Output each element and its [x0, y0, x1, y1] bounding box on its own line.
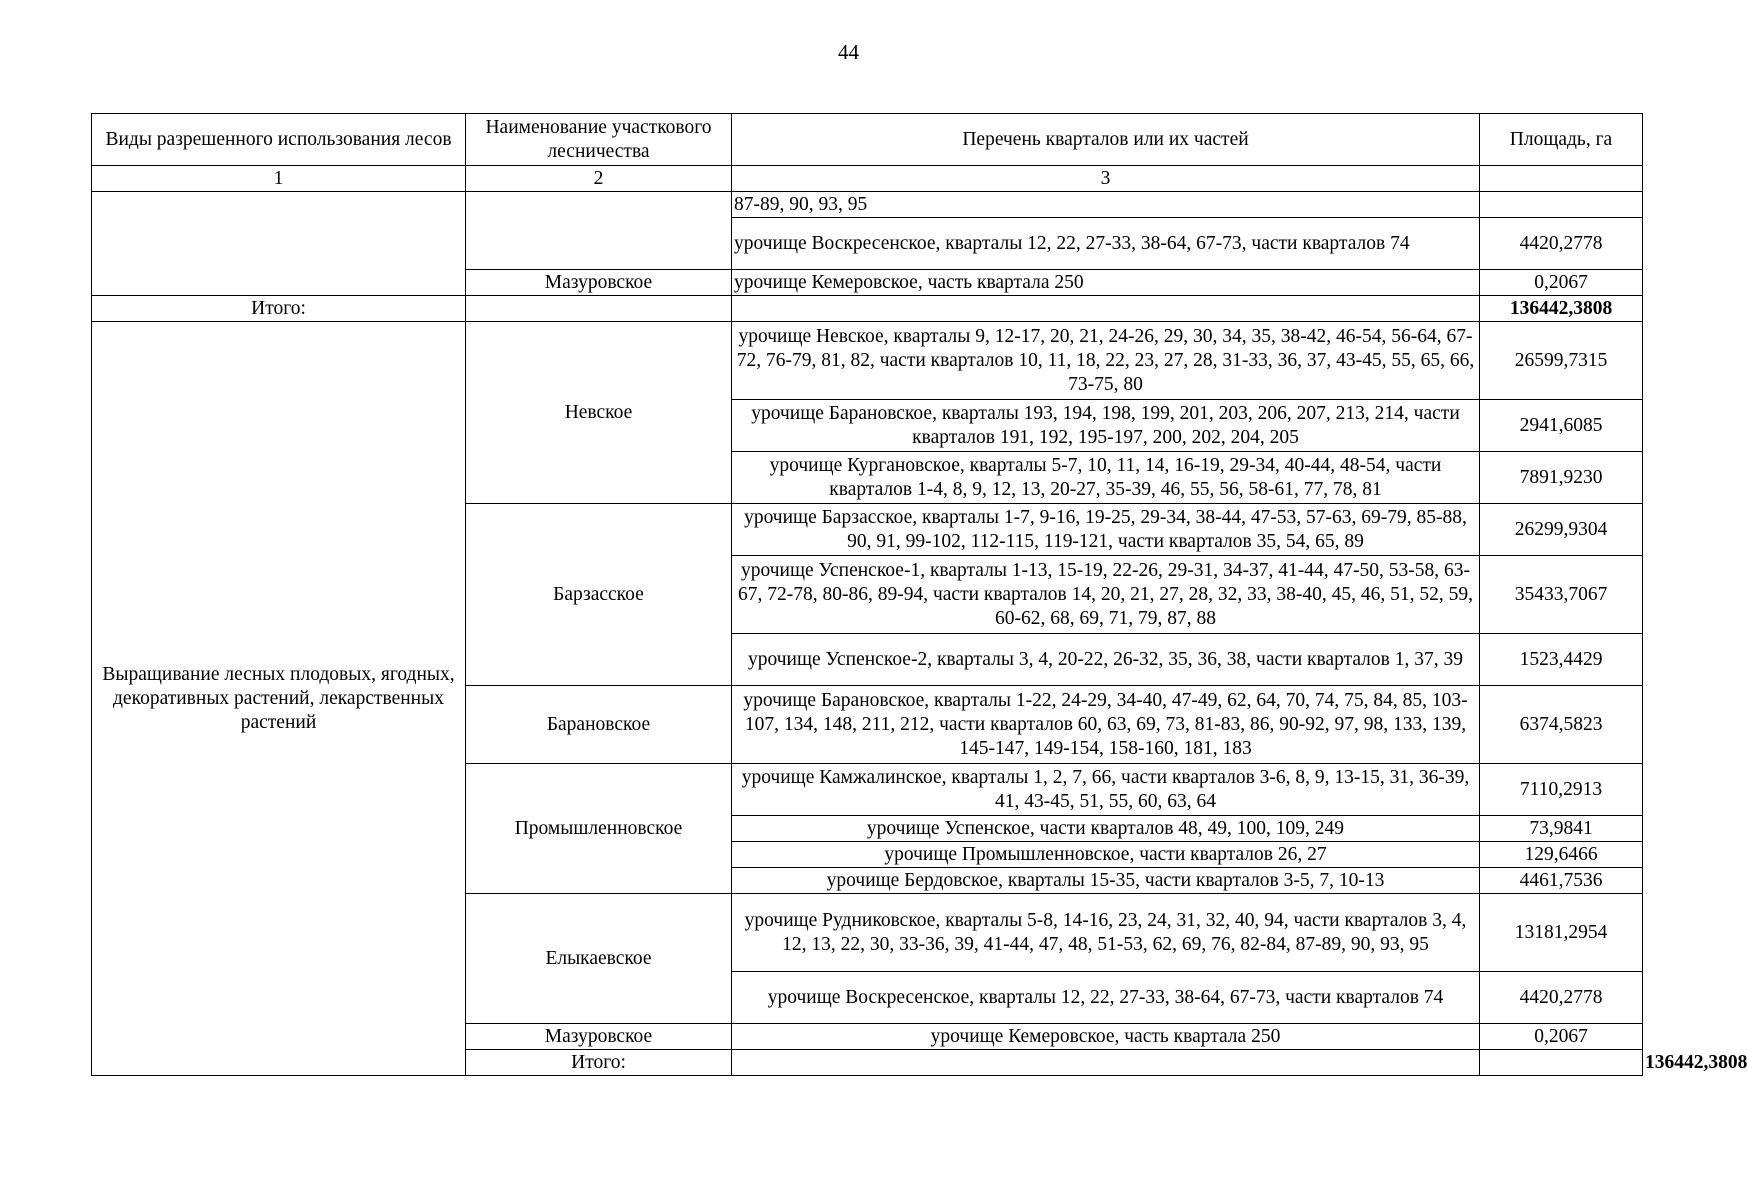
header-quarters: Перечень кварталов или их частей	[732, 114, 1480, 166]
quarters-cell: урочище Барзасское, кварталы 1-7, 9-16, 19-25, 29-34, 38-44, 47-53, 57-63, 69-79, 85-88, 90, 91, 99-102, 112-115, 119-121, части кварталов 35, 54, 65, 89	[732, 504, 1480, 556]
quarters-cell: урочище Кемеровское, часть квартала 250	[732, 1024, 1480, 1050]
header-forestry: Наименование участкового лесничества	[466, 114, 732, 166]
forestry-cell: Мазуровское	[466, 270, 732, 296]
forestry-cell: Невское	[466, 322, 732, 504]
area-cell: 0,2067	[1480, 270, 1643, 296]
forestry-cell: Елыкаевское	[466, 894, 732, 1024]
area-cell: 0,2067	[1480, 1024, 1643, 1050]
header-num-4	[1480, 166, 1643, 192]
area-cell: 4420,2778	[1480, 972, 1643, 1024]
quarters-cell: урочище Невское, кварталы 9, 12-17, 20, 21, 24-26, 29, 30, 34, 35, 38-42, 46-54, 56-64, 67-72, 76-79, 81, 82, части кварталов 10, 11, 18, 22, 23, 27, 28, 31-33, 36, 37, 43-45, 55, 65, 66, 73-75, 80	[732, 322, 1480, 400]
header-area: Площадь, га	[1480, 114, 1643, 166]
header-number-row	[92, 166, 1643, 192]
header-num-2: 2	[466, 166, 732, 192]
forestry-cell: Барзасское	[466, 504, 732, 686]
area-cell: 4420,2778	[1480, 218, 1643, 270]
forestry-cell: Барановское	[466, 686, 732, 764]
area-cell: 13181,2954	[1480, 894, 1643, 972]
area-cell: 26299,9304	[1480, 504, 1643, 556]
quarters-cell: урочище Камжалинское, кварталы 1, 2, 7, 66, части кварталов 3-6, 8, 9, 13-15, 31, 36-39, 41, 43-45, 51, 55, 60, 63, 64	[732, 764, 1480, 816]
quarters-cell: урочище Успенское, части кварталов 48, 49, 100, 109, 249	[732, 816, 1480, 842]
area-cell: 26599,7315	[1480, 322, 1643, 400]
quarters-cell: урочище Рудниковское, кварталы 5-8, 14-16, 23, 24, 31, 32, 40, 94, части кварталов 3, 4, 12, 13, 22, 30, 33-36, 39, 41-44, 47, 48, 51-53, 62, 69, 76, 82-84, 87-89, 90, 93, 95	[732, 894, 1480, 972]
quarters-cell: урочище Промышленновское, части кварталов 26, 27	[732, 842, 1480, 868]
total-label: Итого:	[466, 1050, 732, 1076]
forestry-cell: Промышленновское	[466, 764, 732, 894]
table-row	[92, 322, 1643, 400]
header-num-1: 1	[92, 166, 466, 192]
area-cell: 73,9841	[1480, 816, 1643, 842]
page-number: 44	[838, 40, 859, 64]
header-usage-type: Виды разрешенного использования лесов	[92, 114, 466, 166]
quarters-cell: урочище Воскресенское, кварталы 12, 22, 27-33, 38-64, 67-73, части кварталов 74	[732, 972, 1480, 1024]
area-cell	[1480, 192, 1643, 218]
area-cell: 4461,7536	[1480, 868, 1643, 894]
total-empty-cell	[732, 296, 1480, 322]
total-empty-cell	[732, 1050, 1480, 1076]
quarters-cell: урочище Успенское-2, кварталы 3, 4, 20-22, 26-32, 35, 36, 38, части кварталов 1, 37, 39	[732, 634, 1480, 686]
total-label: Итого:	[92, 296, 466, 322]
quarters-cell: урочище Кемеровское, часть квартала 250	[732, 270, 1480, 296]
table-row	[92, 192, 1643, 218]
area-cell: 1523,4429	[1480, 634, 1643, 686]
forestry-cell-continued	[466, 192, 732, 270]
total-row	[92, 296, 1643, 322]
quarters-cell: урочище Воскресенское, кварталы 12, 22, 27-33, 38-64, 67-73, части кварталов 74	[732, 218, 1480, 270]
forestry-cell: Мазуровское	[466, 1024, 732, 1050]
area-cell: 129,6466	[1480, 842, 1643, 868]
quarters-cell: урочище Барановское, кварталы 1-22, 24-29, 34-40, 47-49, 62, 64, 70, 74, 75, 84, 85, 103-107, 134, 148, 211, 212, части кварталов 60, 63, 69, 73, 81-83, 86, 90-92, 97, 98, 133, 139, 145-147, 149-154, 158-160, 181, 183	[732, 686, 1480, 764]
header-row	[92, 114, 1643, 166]
quarters-cell: урочище Успенское-1, кварталы 1-13, 15-19, 22-26, 29-31, 34-37, 41-44, 47-50, 53-58, 63-67, 72-78, 80-86, 89-94, части кварталов 14, 20, 21, 27, 28, 32, 33, 38-40, 45, 46, 51, 52, 59, 60-62, 68, 69, 71, 79, 87, 88	[732, 556, 1480, 634]
total-empty-cell	[1480, 1050, 1643, 1076]
area-cell: 6374,5823	[1480, 686, 1643, 764]
quarters-cell: урочище Кургановское, кварталы 5-7, 10, 11, 14, 16-19, 29-34, 40-44, 48-54, части кварталов 1-4, 8, 9, 12, 13, 20-27, 35-39, 46, 55, 56, 58-61, 77, 78, 81	[732, 452, 1480, 504]
area-cell: 35433,7067	[1480, 556, 1643, 634]
quarters-cell: урочище Барановское, кварталы 193, 194, 198, 199, 201, 203, 206, 207, 213, 214, части кварталов 191, 192, 195-197, 200, 202, 204, 205	[732, 400, 1480, 452]
usage-type-cell: Выращивание лесных плодовых, ягодных, декоративных растений, лекарственных растений	[92, 322, 466, 1076]
total-empty-cell	[466, 296, 732, 322]
area-cell: 7891,9230	[1480, 452, 1643, 504]
area-cell: 2941,6085	[1480, 400, 1643, 452]
header-num-3: 3	[732, 166, 1480, 192]
forest-use-table	[91, 113, 1747, 1076]
total-area: 136442,3808	[1480, 296, 1643, 322]
area-cell: 7110,2913	[1480, 764, 1643, 816]
usage-type-cell-continued	[92, 192, 466, 296]
quarters-cell: 87-89, 90, 93, 95	[732, 192, 1480, 218]
quarters-cell: урочище Бердовское, кварталы 15-35, части кварталов 3-5, 7, 10-13	[732, 868, 1480, 894]
total-row: Итого: 136442,3808	[92, 1050, 1643, 1076]
